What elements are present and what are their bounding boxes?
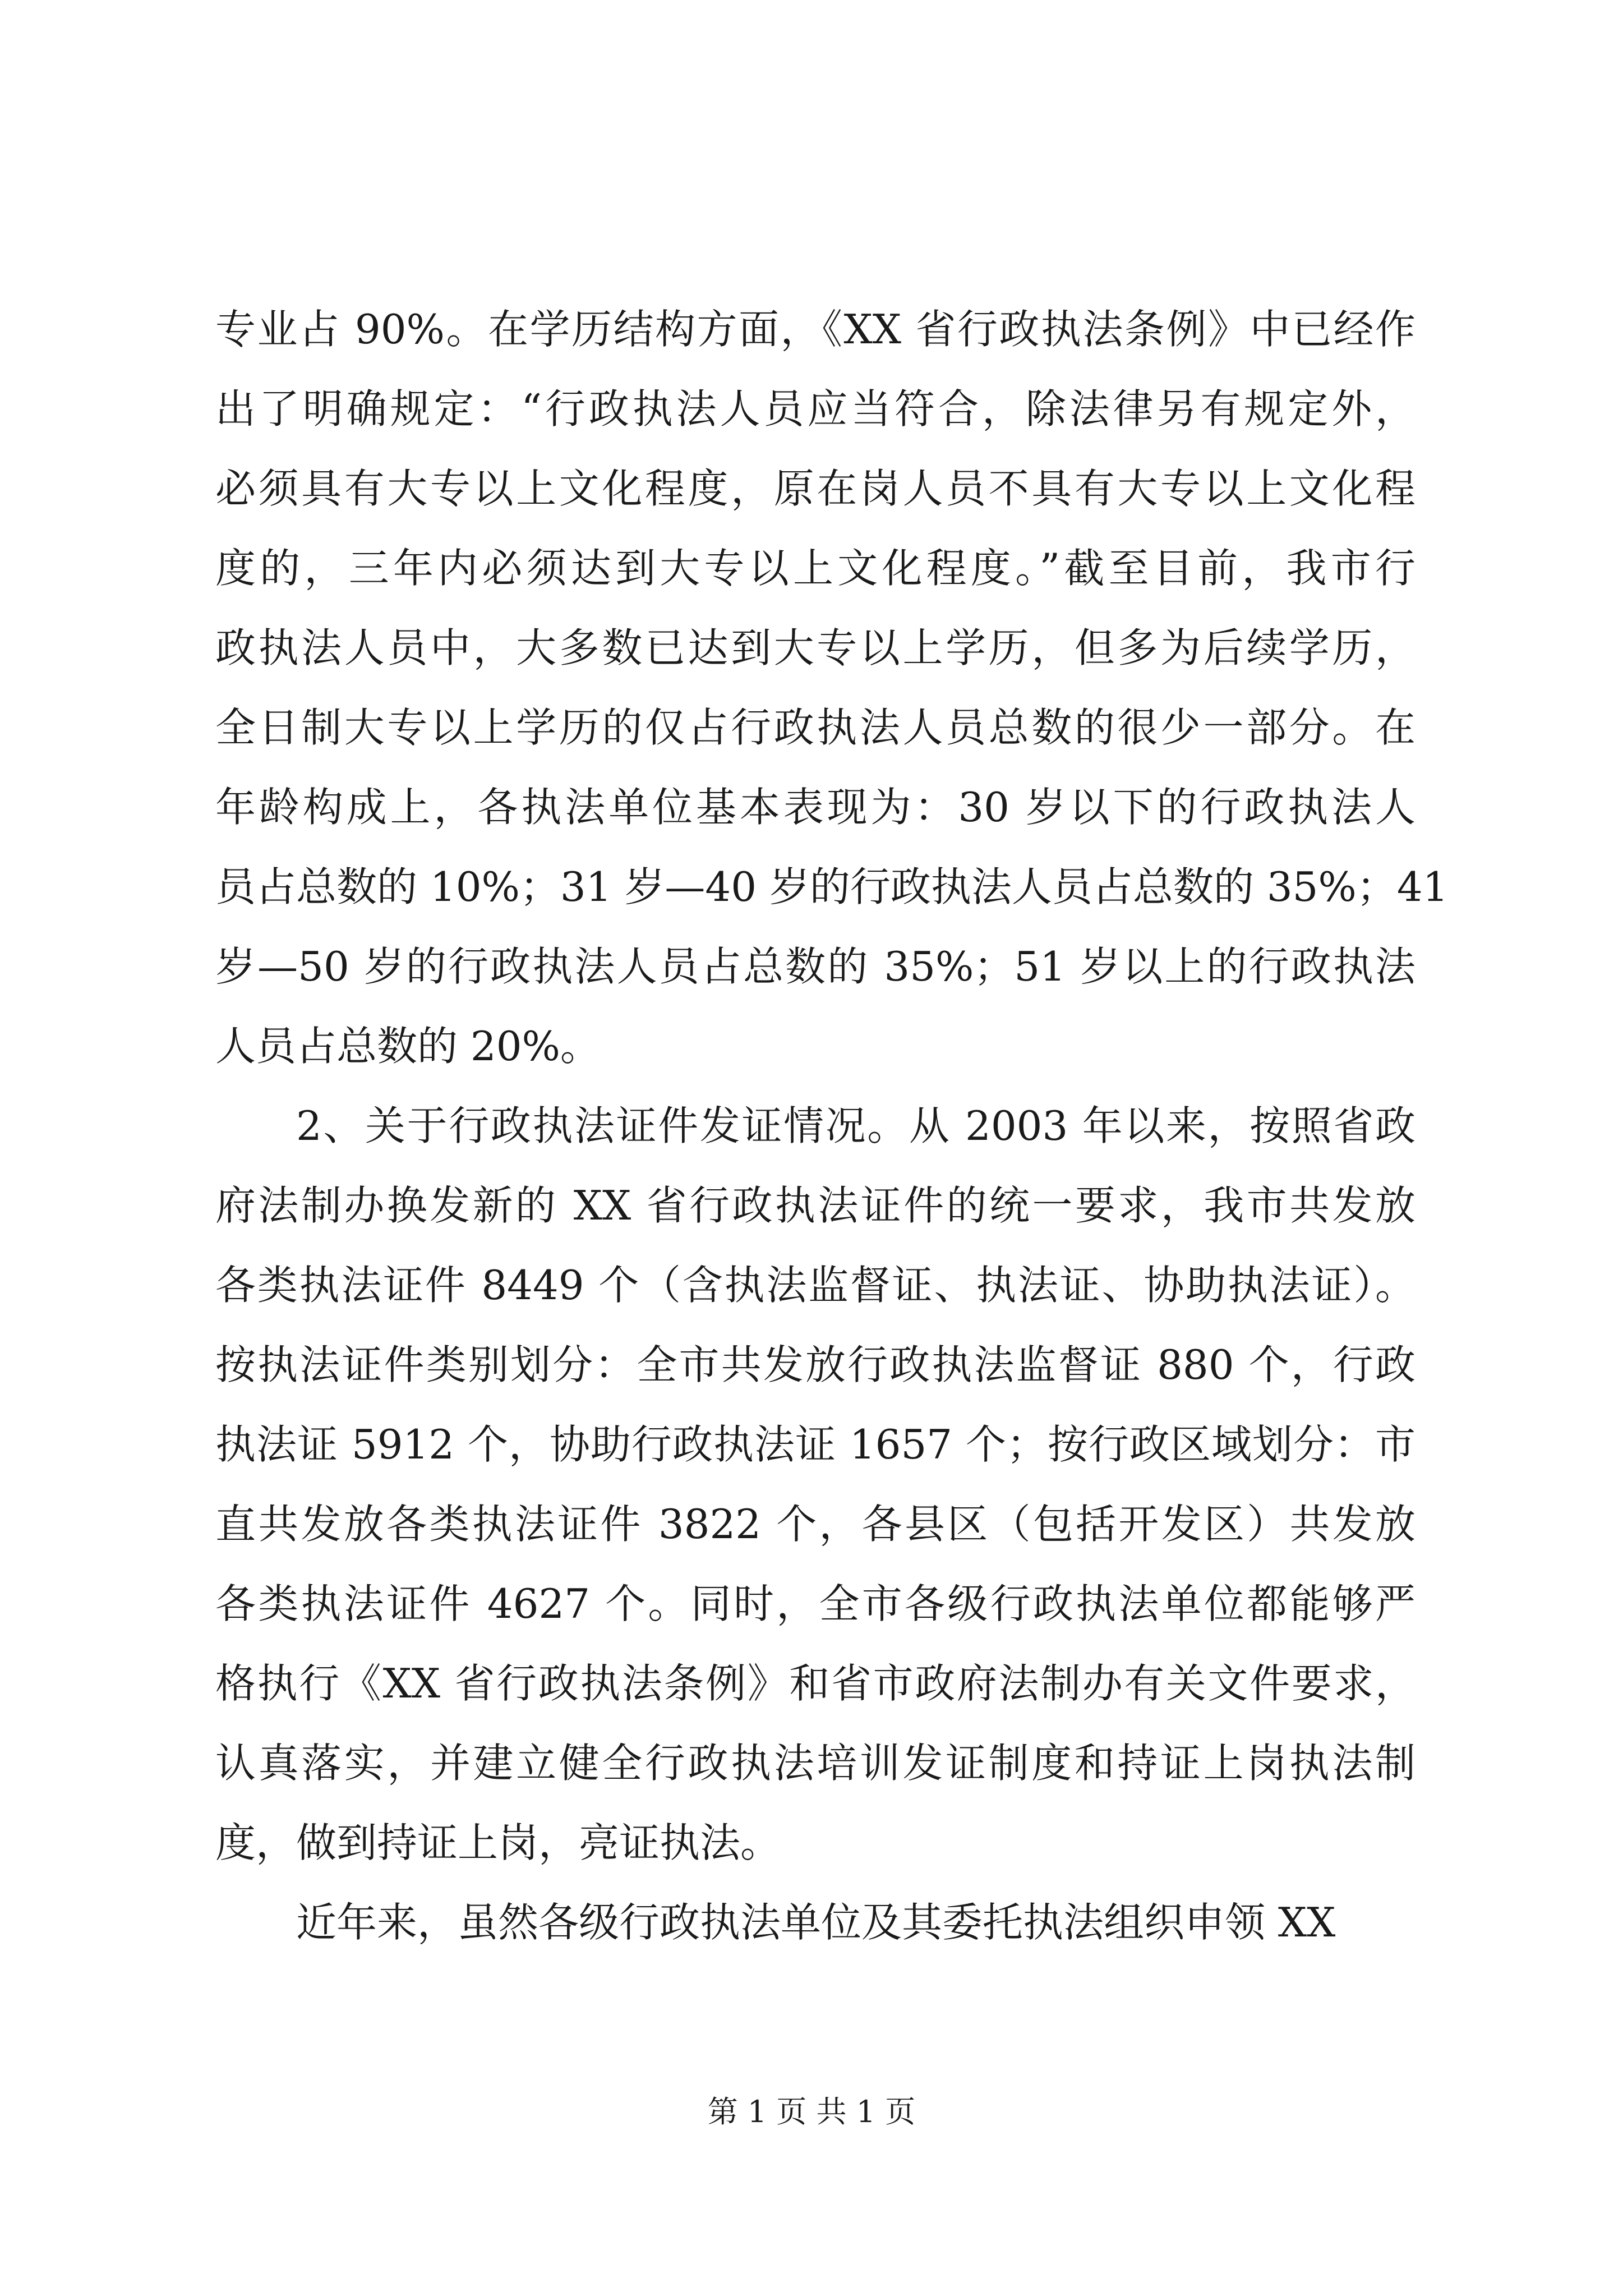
text-line: 直共发放各类执法证件 3822 个，各县区（包括开发区）共发放 bbox=[215, 1501, 1415, 1548]
text-line: 政执法人员中，大多数已达到大专以上学历，但多为后续学历， bbox=[215, 624, 1415, 671]
text-line: 度，做到持证上岗，亮证执法。 bbox=[215, 1819, 781, 1866]
text-line: 认真落实，并建立健全行政执法培训发证制度和持证上岗执法制 bbox=[215, 1740, 1415, 1787]
text-line: 2、关于行政执法证件发证情况。从 2003 年以来，按照省政 bbox=[296, 1102, 1415, 1149]
text-line: 各类执法证件 8449 个（含执法监督证、执法证、协助执法证）。 bbox=[215, 1262, 1415, 1309]
text-line: 度的，三年内必须达到大专以上文化程度。”截至目前，我市行 bbox=[215, 545, 1415, 592]
text-line: 出了明确规定：“行政执法人员应当符合，除法律另有规定外， bbox=[215, 385, 1415, 432]
text-line: 年龄构成上，各执法单位基本表现为：30 岁以下的行政执法人 bbox=[215, 784, 1415, 831]
text-line: 各类执法证件 4627 个。同时，全市各级行政执法单位都能够严 bbox=[215, 1580, 1415, 1627]
text-line: 人员占总数的 20%。 bbox=[215, 1023, 601, 1070]
text-line: 全日制大专以上学历的仅占行政执法人员总数的很少一部分。在 bbox=[215, 704, 1415, 751]
text-line: 执法证 5912 个，协助行政执法证 1657 个；按行政区域划分：市 bbox=[215, 1421, 1415, 1468]
text-line: 必须具有大专以上文化程度，原在岗人员不具有大专以上文化程 bbox=[215, 465, 1415, 512]
document-body bbox=[215, 289, 1449, 1962]
paragraph-education-age bbox=[215, 289, 1449, 1086]
text-line: 按执法证件类别划分：全市共发放行政执法监督证 880 个，行政 bbox=[215, 1341, 1415, 1388]
page-footer bbox=[0, 2090, 1623, 2134]
text-line: 府法制办换发新的 XX 省行政执法证件的统一要求，我市共发放 bbox=[215, 1182, 1415, 1229]
page-number-label: 第 1 页 共 1 页 bbox=[707, 2094, 916, 2129]
text-line: 格执行《XX 省行政执法条例》和省市政府法制办有关文件要求， bbox=[215, 1660, 1415, 1707]
text-line: 专业占 90%。在学历结构方面，《XX 省行政执法条例》中已经作 bbox=[215, 306, 1415, 353]
text-line: 近年来，虽然各级行政执法单位及其委托执法组织申领 XX bbox=[296, 1899, 1336, 1946]
paragraph-certificate-issuance bbox=[215, 1086, 1415, 1883]
paragraph-recent-years bbox=[215, 1883, 1415, 1962]
text-line: 岁—50 岁的行政执法人员占总数的 35%；51 岁以上的行政执法 bbox=[215, 943, 1415, 990]
text-line: 员占总数的 10%；31 岁—40 岁的行政执法人员占总数的 35%；41 bbox=[215, 863, 1449, 910]
